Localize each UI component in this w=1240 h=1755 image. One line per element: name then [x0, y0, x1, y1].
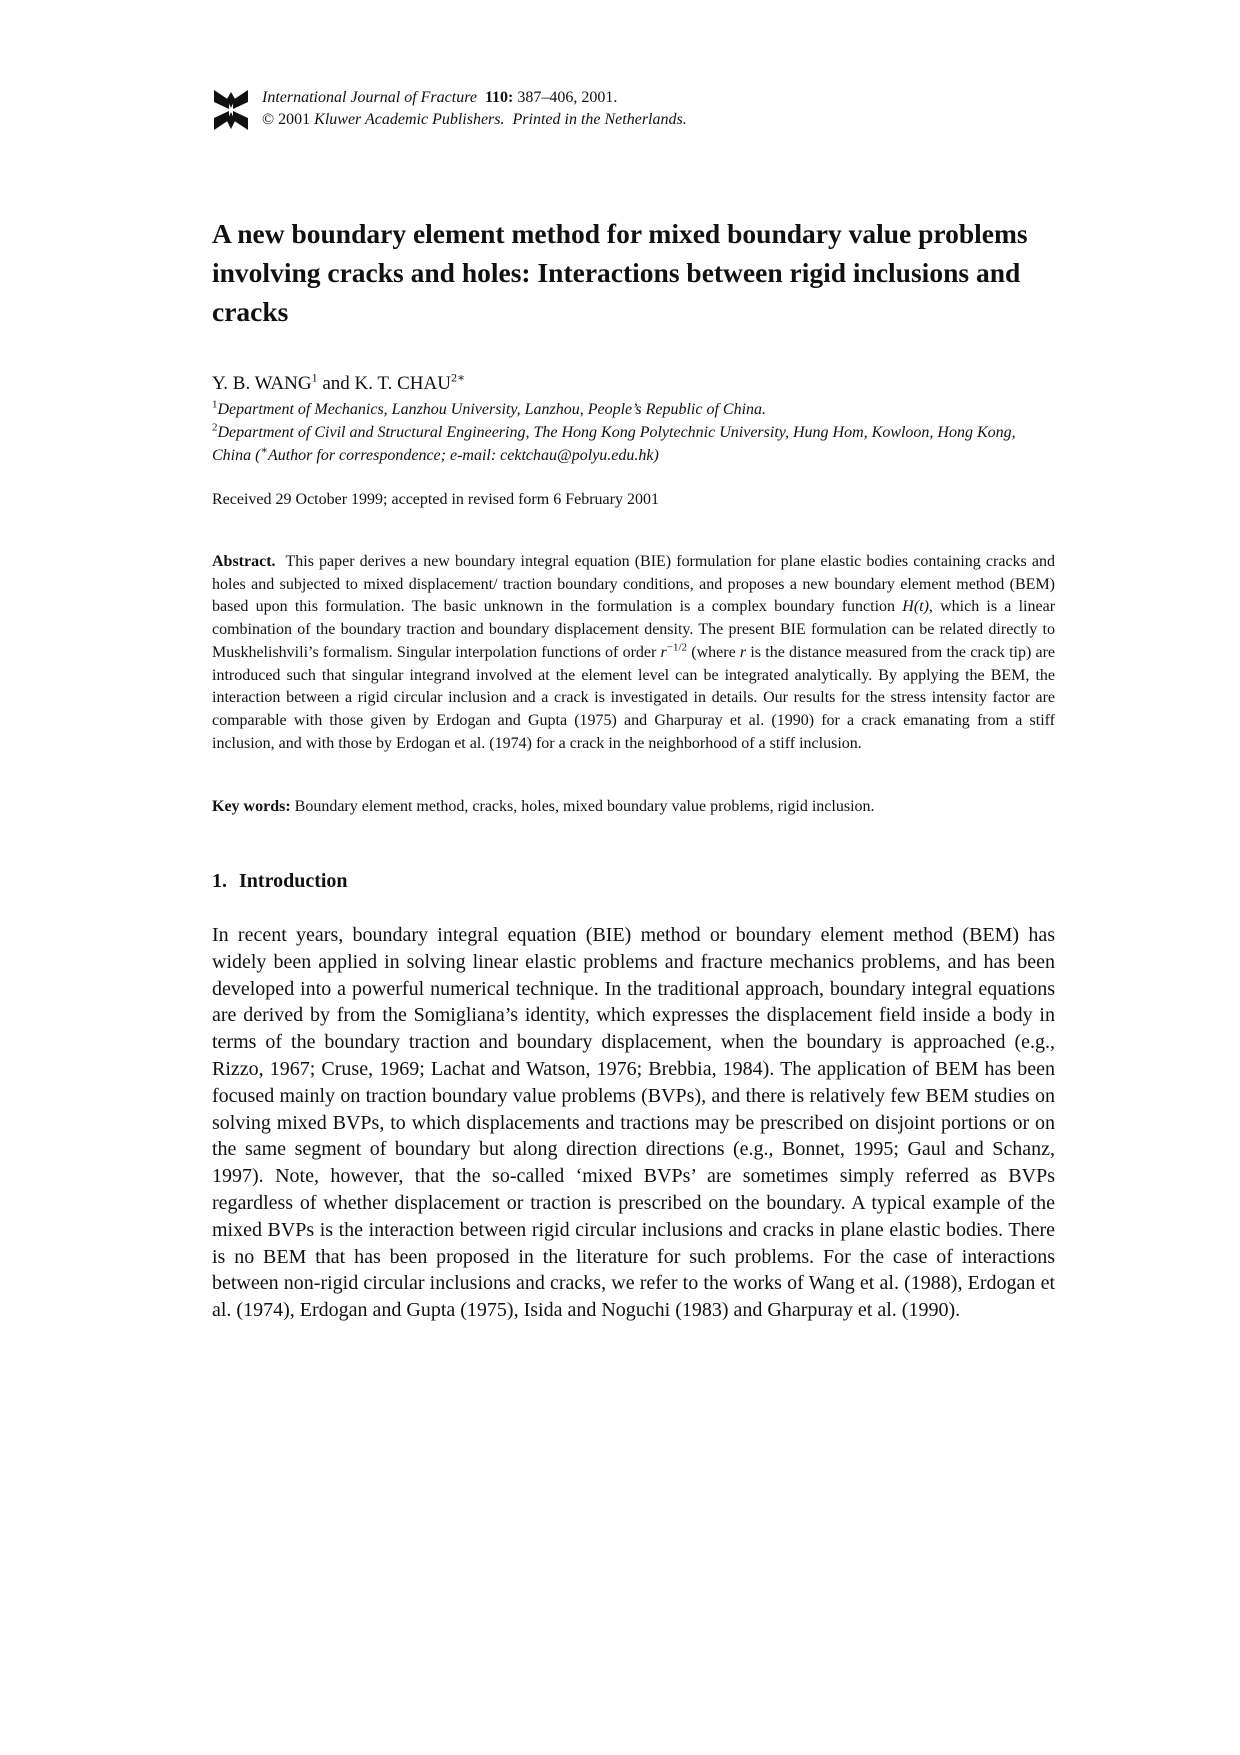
- abstract-func: H(t): [902, 598, 929, 616]
- author-chau: K. T. CHAU: [354, 373, 451, 394]
- author-wang: Y. B. WANG: [212, 373, 312, 394]
- affiliation-2: [212, 421, 1055, 467]
- abstract-text-1: This paper derives a new boundary integral equation (BIE) formulation for plane elastic bodies containing cracks and holes and subjected to mixed displacement/ traction boundary conditions, and proposes a new boundary element method (BEM) based upon this formulation. The basic unknown in the formulation is a complex boundary function: [212, 553, 1055, 616]
- section-title: Introduction: [239, 870, 348, 892]
- copyright-year: © 2001: [262, 111, 311, 128]
- author-connector: and: [322, 373, 350, 394]
- journal-name: International Journal of Fracture: [262, 89, 477, 106]
- abstract-text-3b: is the distance measured from the crack tip) are introduced such that singular integrand involved at the element level can be integrated analytically. By applying the BEM, the interaction between a rigid circular inclusion and a crack is investigated in details. Our results for the stress intensity factor are comparable with those given by Erdogan and Gupta (1975) and Gharpuray et al. (1990) for a crack emanating from a stiff inclusion, and with those by Erdogan et al. (1974) for a crack in the neighborhood of a stiff inclusion.: [212, 643, 1056, 752]
- author-wang-mark: 1: [311, 370, 318, 385]
- received-dates: Received 29 October 1999; accepted in revised form 6 February 2001: [212, 491, 659, 508]
- keywords: [212, 796, 1055, 818]
- correspondence-email: Author for correspondence; e-mail: cektchau@polyu.edu.hk): [267, 447, 659, 464]
- correspondence-star: ∗: [260, 444, 268, 457]
- affiliation-1: [212, 398, 1055, 421]
- abstract: [212, 551, 1055, 755]
- printed-location: Printed in the Netherlands.: [512, 111, 687, 128]
- section-heading-introduction: [212, 868, 1055, 894]
- journal-pages-year: 387–406, 2001.: [517, 89, 618, 106]
- section-number: 1.: [212, 870, 227, 892]
- affiliation-2-text: Department of Civil and Structural Engineering, The Hong Kong Polytechnic University, Hung Hom, Kowloon, Hong Kong, China (: [212, 424, 1016, 464]
- keywords-text: Boundary element method, cracks, holes, mixed boundary value problems, rigid inclusion.: [294, 798, 875, 815]
- author-line: [212, 372, 1055, 396]
- affiliations: [212, 398, 1055, 467]
- abstract-r-var: r: [739, 643, 747, 661]
- introduction-paragraph: In recent years, boundary integral equation (BIE) method or boundary element method (BEM) has widely been applied in solving linear elastic problems and fracture mechanics problems, and has been developed into a powerful numerical technique. In the traditional approach, boundary integral equations are derived by from the Somigliana’s identity, which expresses the displacement field inside a body in terms of the boundary traction and boundary displacement, when the boundary is approached (e.g., Rizzo, 1967; Cruse, 1969; Lachat and Watson, 1976; Brebbia, 1984). The application of BEM has been focused mainly on traction boundary value problems (BVPs), and there is relatively few BEM studies on solving mixed BVPs, to which displacements and tractions may be prescribed on disjoint portions or on the same segment of boundary but along direction directions (e.g., Bonnet, 1995; Gaul and Schanz, 1997). Note, however, that the so-called ‘mixed BVPs’ are sometimes simply referred as BVPs regardless of whether displacement or traction is prescribed on the boundary. A typical example of the mixed BVPs is the interaction between rigid circular inclusions and cracks in plane elastic bodies. There is no BEM that has been proposed in the literature for such problems. For the case of interactions between non-rigid circular inclusions and cracks, we refer to the works of Wang et al. (1988), Erdogan et al. (1974), Erdogan and Gupta (1975), Isida and Noguchi (1983) and Gharpuray et al. (1990).: [212, 924, 1055, 1322]
- publisher-logo-icon: [212, 88, 250, 132]
- abstract-r-base: r: [660, 643, 667, 661]
- abstract-text-2: , which is a linear combination of the boundary traction and boundary displacement density. The present BIE formulation can be related directly to Muskhelishvili’s formalism. Singular interpolation functions of order: [212, 598, 1056, 661]
- publisher-name: Kluwer Academic Publishers.: [314, 111, 505, 128]
- journal-volume: 110:: [484, 89, 514, 106]
- copyright-line: [262, 109, 687, 131]
- affiliation-1-mark: 1: [212, 398, 218, 411]
- affiliation-1-text: Department of Mechanics, Lanzhou University, Lanzhou, People’s Republic of China.: [217, 401, 767, 418]
- affiliation-2-mark: 2: [212, 421, 218, 434]
- abstract-text-3a: (where: [691, 643, 736, 661]
- paper-title: A new boundary element method for mixed boundary value problems involving cracks and holes: Interactions between rigid inclusions and cracks: [212, 218, 1028, 327]
- author-chau-mark: 2∗: [450, 370, 466, 385]
- journal-citation-line: [262, 87, 687, 109]
- abstract-r-exponent: −1/2: [666, 641, 688, 654]
- journal-header: [262, 87, 687, 131]
- abstract-label: Abstract.: [212, 553, 276, 570]
- keywords-label: Key words:: [212, 798, 291, 815]
